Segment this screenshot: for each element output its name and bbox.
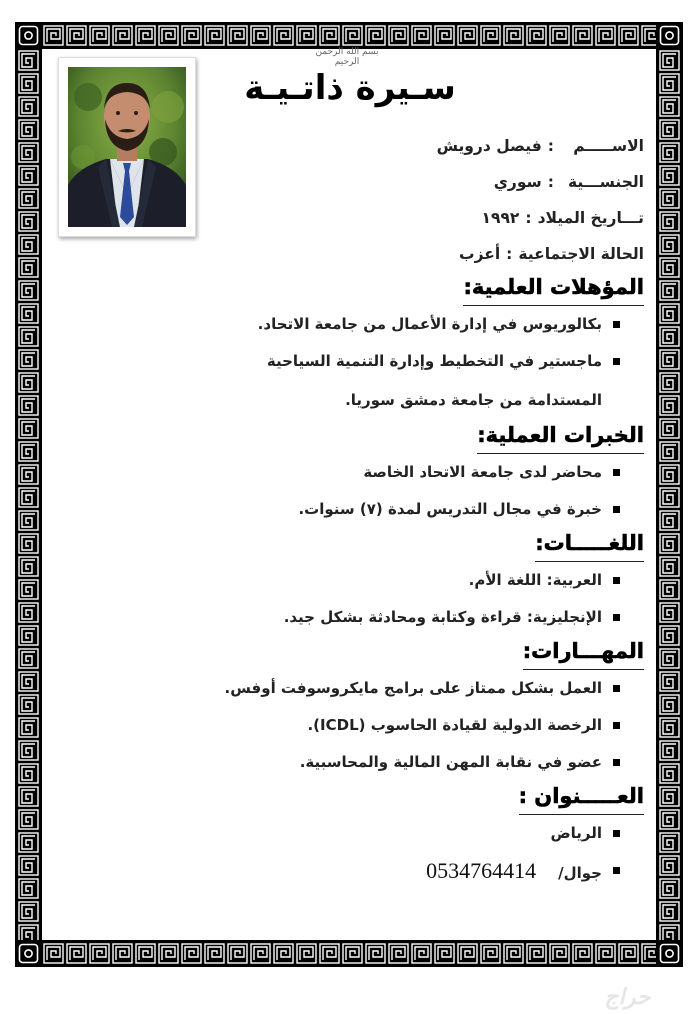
section-skills — [144, 636, 644, 781]
greek-key-tile-icon — [66, 25, 87, 46]
info-separator: : — [547, 173, 554, 191]
greek-key-tile-icon — [18, 878, 39, 899]
address-list — [144, 815, 644, 892]
section-heading: المؤهلات العلمية: — [463, 272, 644, 306]
info-value: فيصل درويش — [436, 137, 542, 155]
greek-key-tile-icon — [18, 671, 39, 692]
square-bullet-icon — [613, 321, 620, 328]
list-item: عضو في نقابة المهن المالية والمحاسبية. — [144, 744, 620, 781]
greek-key-tile-icon — [18, 602, 39, 623]
skills-list — [144, 670, 644, 781]
greek-key-tile-icon — [659, 50, 680, 71]
greek-key-tile-icon — [319, 943, 340, 964]
greek-key-tile-icon — [158, 25, 179, 46]
qualifications-list — [144, 306, 644, 420]
list-item: العربية: اللغة الأم. — [144, 562, 620, 599]
list-item: الإنجليزية: قراءة وكتابة ومحادثة بشكل جيد. — [144, 599, 620, 636]
greek-key-tile-icon — [659, 211, 680, 232]
square-bullet-icon — [613, 506, 620, 513]
greek-key-tile-icon — [135, 943, 156, 964]
info-label: الحالة الاجتماعية — [518, 245, 644, 263]
greek-key-tile-icon — [66, 943, 87, 964]
languages-list — [144, 562, 644, 636]
cv-content — [144, 128, 644, 892]
greek-key-tile-icon — [181, 943, 202, 964]
info-value: سوري — [493, 173, 542, 191]
greek-key-tile-icon — [480, 25, 501, 46]
greek-key-tile-icon — [641, 943, 656, 964]
info-label: الاســـــم — [573, 137, 644, 155]
list-item-continuation: المستدامة من جامعة دمشق سوريا. — [345, 391, 602, 409]
info-label: تـــاريخ الميلاد — [537, 209, 644, 227]
greek-key-tile-icon — [641, 25, 656, 46]
greek-key-tile-icon — [18, 96, 39, 117]
greek-key-tile-icon — [112, 25, 133, 46]
greek-key-tile-icon — [18, 625, 39, 646]
basmala-calligraphy: بسم الله الرحمن الرحيم — [315, 47, 379, 67]
greek-key-tile-icon — [388, 943, 409, 964]
greek-key-tile-icon — [659, 418, 680, 439]
greek-key-tile-icon — [549, 943, 570, 964]
greek-key-tile-icon — [659, 395, 680, 416]
experience-list — [144, 454, 644, 528]
greek-key-tile-icon — [18, 257, 39, 278]
greek-key-tile-icon — [18, 924, 39, 940]
square-bullet-icon — [613, 830, 620, 837]
border-corner-bottom-left — [18, 943, 39, 964]
square-bullet-icon — [613, 867, 620, 874]
greek-key-tile-icon — [18, 717, 39, 738]
greek-key-tile-icon — [365, 943, 386, 964]
greek-key-tile-icon — [227, 25, 248, 46]
mobile-number: 0534764414 — [426, 858, 537, 883]
greek-key-tile-icon — [227, 943, 248, 964]
greek-key-tile-icon — [18, 556, 39, 577]
greek-key-tile-icon — [18, 142, 39, 163]
info-row-nationality — [144, 164, 644, 200]
border-corner-icon — [18, 25, 39, 46]
greek-key-tile-icon — [342, 943, 363, 964]
greek-key-tile-icon — [526, 25, 547, 46]
greek-key-tile-icon — [18, 694, 39, 715]
greek-key-tile-icon — [659, 786, 680, 807]
greek-key-tile-icon — [659, 303, 680, 324]
greek-key-tile-icon — [480, 943, 501, 964]
greek-key-tile-icon — [572, 943, 593, 964]
greek-key-tile-icon — [503, 25, 524, 46]
greek-key-tile-icon — [18, 349, 39, 370]
greek-key-tile-icon — [18, 280, 39, 301]
greek-key-tile-icon — [434, 943, 455, 964]
list-item: ماجستير في التخطيط وإدارة التنمية السياحية المستدامة من جامعة دمشق سوريا. — [144, 343, 620, 420]
square-bullet-icon — [613, 614, 620, 621]
greek-key-tile-icon — [18, 73, 39, 94]
greek-key-tile-icon — [18, 510, 39, 531]
greek-key-tile-icon — [89, 25, 110, 46]
border-band-right — [659, 49, 680, 940]
greek-key-tile-icon — [659, 487, 680, 508]
square-bullet-icon — [613, 358, 620, 365]
greek-key-tile-icon — [18, 464, 39, 485]
greek-key-tile-icon — [572, 25, 593, 46]
greek-key-tile-icon — [18, 763, 39, 784]
greek-key-tile-icon — [434, 25, 455, 46]
list-item: الرخصة الدولية لقيادة الحاسوب (ICDL). — [144, 707, 620, 744]
border-band-bottom — [42, 943, 656, 964]
info-row-marital-status — [144, 236, 644, 272]
greek-key-tile-icon — [43, 25, 64, 46]
greek-key-tile-icon — [18, 326, 39, 347]
greek-key-tile-icon — [319, 25, 340, 46]
greek-key-tile-icon — [296, 25, 317, 46]
section-heading: المهـــارات: — [523, 636, 644, 670]
greek-key-tile-icon — [595, 25, 616, 46]
greek-key-tile-icon — [18, 855, 39, 876]
greek-key-tile-icon — [18, 786, 39, 807]
info-label: الجنســـية — [567, 173, 644, 191]
greek-key-tile-icon — [18, 211, 39, 232]
border-corner-icon — [659, 25, 680, 46]
greek-key-tile-icon — [273, 943, 294, 964]
border-corner-top-right — [659, 25, 680, 46]
square-bullet-icon — [613, 469, 620, 476]
greek-key-tile-icon — [659, 142, 680, 163]
greek-key-tile-icon — [181, 25, 202, 46]
border-corner-bottom-right — [659, 943, 680, 964]
greek-key-tile-icon — [659, 349, 680, 370]
greek-key-tile-icon — [659, 188, 680, 209]
greek-key-tile-icon — [18, 418, 39, 439]
greek-key-tile-icon — [503, 943, 524, 964]
greek-key-tile-icon — [411, 943, 432, 964]
greek-key-tile-icon — [659, 257, 680, 278]
watermark-logo: حراج — [604, 985, 651, 1010]
greek-key-tile-icon — [158, 943, 179, 964]
greek-key-tile-icon — [659, 878, 680, 899]
greek-key-tile-icon — [659, 556, 680, 577]
greek-key-tile-icon — [659, 763, 680, 784]
square-bullet-icon — [613, 577, 620, 584]
greek-key-tile-icon — [659, 533, 680, 554]
greek-key-tile-icon — [18, 372, 39, 393]
greek-key-tile-icon — [659, 165, 680, 186]
greek-key-tile-icon — [659, 717, 680, 738]
greek-key-tile-icon — [18, 165, 39, 186]
greek-key-tile-icon — [659, 96, 680, 117]
greek-key-tile-icon — [549, 25, 570, 46]
section-qualifications — [144, 272, 644, 420]
greek-key-tile-icon — [204, 25, 225, 46]
section-languages — [144, 528, 644, 636]
greek-key-tile-icon — [659, 809, 680, 830]
greek-key-tile-icon — [659, 694, 680, 715]
greek-key-tile-icon — [457, 25, 478, 46]
greek-key-tile-icon — [273, 25, 294, 46]
greek-key-tile-icon — [388, 25, 409, 46]
greek-key-tile-icon — [659, 901, 680, 922]
greek-key-tile-icon — [18, 119, 39, 140]
greek-key-tile-icon — [659, 740, 680, 761]
greek-key-tile-icon — [659, 73, 680, 94]
greek-key-tile-icon — [250, 25, 271, 46]
greek-key-tile-icon — [296, 943, 317, 964]
greek-key-tile-icon — [204, 943, 225, 964]
greek-key-tile-icon — [365, 25, 386, 46]
info-value: أعزب — [459, 245, 501, 263]
greek-key-tile-icon — [18, 533, 39, 554]
greek-key-tile-icon — [618, 25, 639, 46]
section-heading: العـــــنوان : — [519, 781, 644, 815]
section-heading: الخبرات العملية: — [477, 420, 644, 454]
info-separator: : — [525, 209, 532, 227]
greek-key-tile-icon — [411, 25, 432, 46]
border-band-left — [18, 49, 39, 940]
greek-key-tile-icon — [135, 25, 156, 46]
list-item: خبرة في مجال التدريس لمدة (٧) سنوات. — [144, 491, 620, 528]
section-experience — [144, 420, 644, 528]
square-bullet-icon — [613, 722, 620, 729]
list-item: العمل بشكل ممتاز على برامج مايكروسوفت أوفس. — [144, 670, 620, 707]
mobile-label: جوال/ — [558, 864, 602, 882]
greek-key-tile-icon — [618, 943, 639, 964]
greek-key-tile-icon — [595, 943, 616, 964]
square-bullet-icon — [613, 759, 620, 766]
greek-key-tile-icon — [659, 832, 680, 853]
greek-key-tile-icon — [18, 234, 39, 255]
section-address — [144, 781, 644, 892]
greek-key-tile-icon — [18, 303, 39, 324]
greek-key-tile-icon — [18, 395, 39, 416]
greek-key-tile-icon — [659, 924, 680, 940]
greek-key-tile-icon — [43, 943, 64, 964]
greek-key-tile-icon — [659, 648, 680, 669]
greek-key-tile-icon — [659, 372, 680, 393]
greek-key-tile-icon — [342, 25, 363, 46]
info-row-name — [144, 128, 644, 164]
greek-key-tile-icon — [659, 602, 680, 623]
greek-key-tile-icon — [18, 188, 39, 209]
greek-key-tile-icon — [659, 119, 680, 140]
info-separator: : — [547, 137, 554, 155]
greek-key-tile-icon — [18, 441, 39, 462]
border-band-top — [42, 25, 656, 46]
greek-key-tile-icon — [250, 943, 271, 964]
greek-key-tile-icon — [18, 487, 39, 508]
border-corner-icon — [659, 943, 680, 964]
greek-key-tile-icon — [18, 579, 39, 600]
greek-key-tile-icon — [659, 280, 680, 301]
greek-key-tile-icon — [659, 234, 680, 255]
greek-key-tile-icon — [659, 579, 680, 600]
info-value: ١٩٩٢ — [481, 209, 520, 227]
list-item-city: الرياض — [144, 815, 620, 852]
greek-key-tile-icon — [89, 943, 110, 964]
square-bullet-icon — [613, 685, 620, 692]
info-separator: : — [506, 245, 513, 263]
page-title: سـيرة ذاتـيـة — [244, 68, 456, 108]
border-corner-top-left — [18, 25, 39, 46]
greek-key-tile-icon — [18, 832, 39, 853]
greek-key-tile-icon — [457, 943, 478, 964]
greek-key-tile-icon — [659, 671, 680, 692]
list-item: محاضر لدى جامعة الاتحاد الخاصة — [144, 454, 620, 491]
greek-key-tile-icon — [112, 943, 133, 964]
greek-key-tile-icon — [526, 943, 547, 964]
greek-key-tile-icon — [659, 510, 680, 531]
greek-key-tile-icon — [18, 740, 39, 761]
greek-key-tile-icon — [18, 901, 39, 922]
border-corner-icon — [18, 943, 39, 964]
list-item-mobile — [144, 852, 620, 892]
greek-key-tile-icon — [18, 809, 39, 830]
greek-key-tile-icon — [659, 464, 680, 485]
greek-key-tile-icon — [659, 855, 680, 876]
list-item: بكالوريوس في إدارة الأعمال من جامعة الاتحاد. — [144, 306, 620, 343]
greek-key-tile-icon — [659, 326, 680, 347]
info-row-birth-date — [144, 200, 644, 236]
section-heading: اللغـــــات: — [535, 528, 644, 562]
greek-key-tile-icon — [659, 441, 680, 462]
greek-key-tile-icon — [659, 625, 680, 646]
greek-key-tile-icon — [18, 648, 39, 669]
greek-key-tile-icon — [18, 50, 39, 71]
